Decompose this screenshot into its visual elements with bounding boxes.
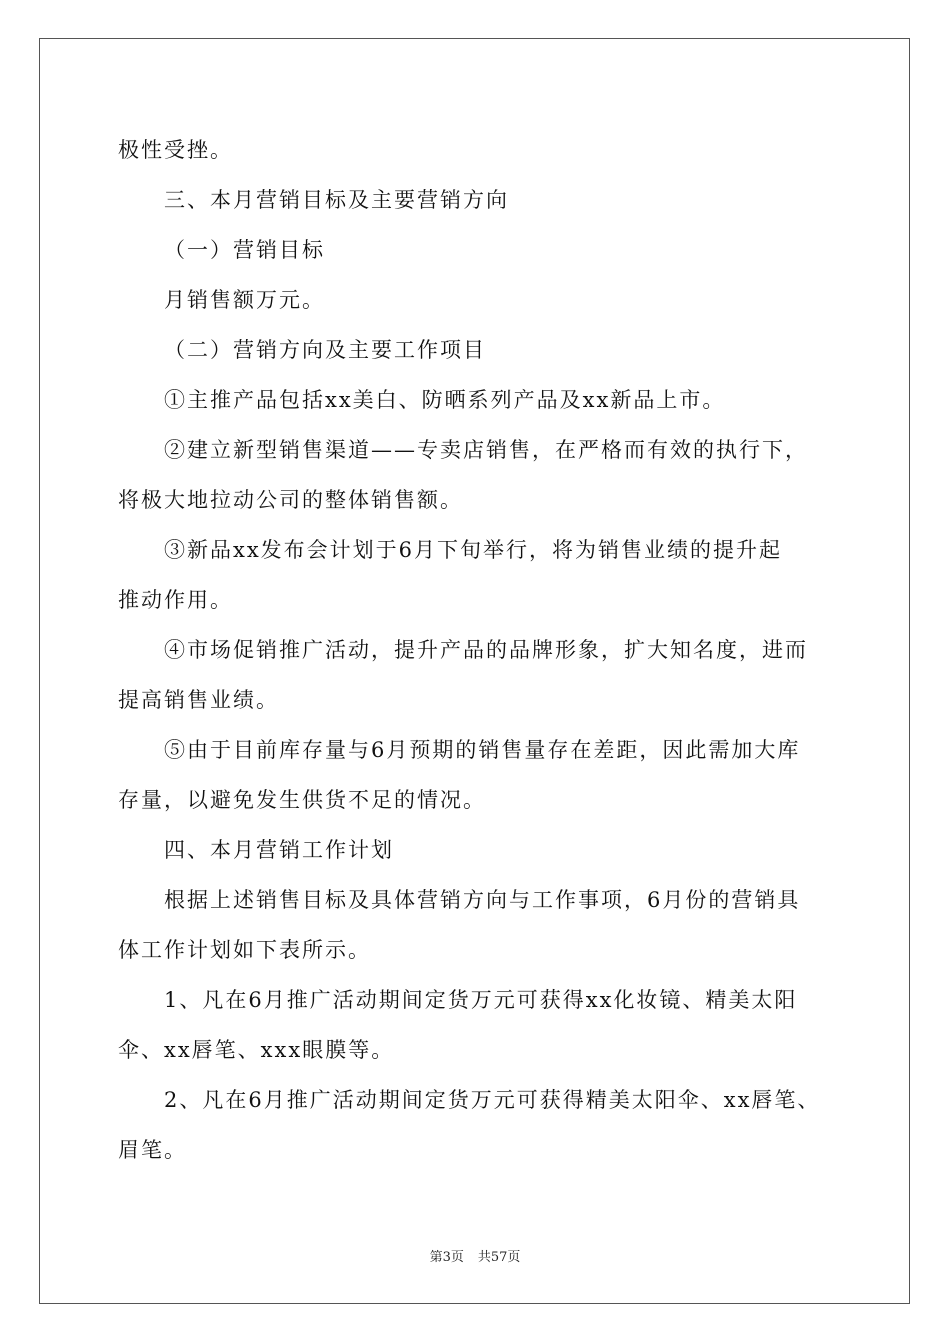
text-line: 存量，以避免发生供货不足的情况。	[118, 788, 486, 812]
text-line: ⑤由于目前库存量与6月预期的销售量存在差距，因此需加大库	[164, 738, 801, 762]
text-line: ①主推产品包括xx美白、防晒系列产品及xx新品上市。	[164, 388, 726, 412]
text-line: 极性受挫。	[118, 138, 233, 162]
text-line: 伞、xx唇笔、xxx眼膜等。	[118, 1038, 395, 1062]
text-line: （二）营销方向及主要工作项目	[164, 338, 486, 362]
text-line: ④市场促销推广活动，提升产品的品牌形象，扩大知名度，进而	[164, 638, 808, 662]
text-line: 将极大地拉动公司的整体销售额。	[118, 488, 463, 512]
text-line: 体工作计划如下表所示。	[118, 938, 371, 962]
text-line: ②建立新型销售渠道——专卖店销售，在严格而有效的执行下，	[164, 438, 808, 462]
text-line: （一）营销目标	[164, 238, 325, 262]
text-line: 眉笔。	[118, 1138, 187, 1162]
text-line: 四、本月营销工作计划	[164, 838, 394, 862]
page-footer	[0, 1246, 950, 1265]
text-line: 根据上述销售目标及具体营销方向与工作事项，6月份的营销具	[164, 888, 801, 912]
text-line: 2、凡在6月推广活动期间定货万元可获得精美太阳伞、xx唇笔、	[164, 1088, 821, 1112]
text-line: ③新品xx发布会计划于6月下旬举行，将为销售业绩的提升起	[164, 538, 783, 562]
text-line: 提高销售业绩。	[118, 688, 279, 712]
page-number: 第3页	[429, 1250, 464, 1265]
text-line: 月销售额万元。	[164, 288, 325, 312]
text-line: 1、凡在6月推广活动期间定货万元可获得xx化妆镜、精美太阳	[164, 988, 798, 1012]
text-line: 推动作用。	[118, 588, 233, 612]
document-body	[118, 125, 838, 1175]
page-total: 共57页	[477, 1250, 521, 1265]
text-line: 三、本月营销目标及主要营销方向	[164, 188, 509, 212]
